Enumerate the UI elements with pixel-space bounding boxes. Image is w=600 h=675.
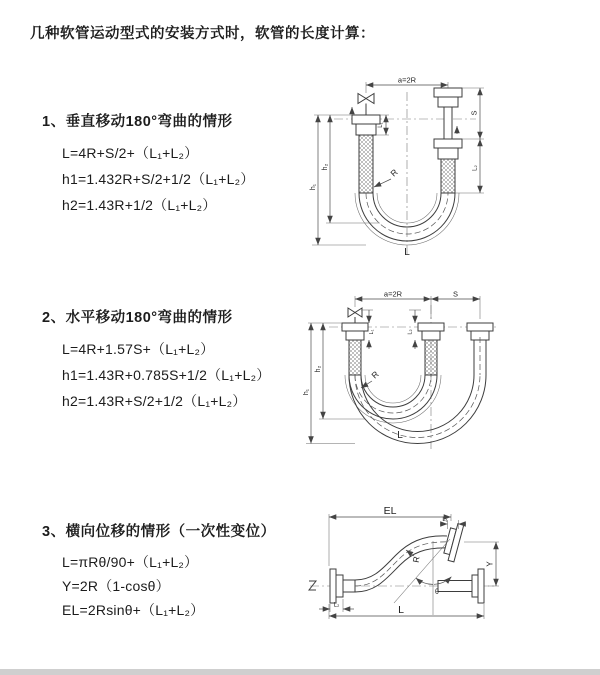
formula-y: Y=2R（1-cosθ） <box>62 578 170 594</box>
dim-a2r-s <box>355 290 480 320</box>
right-fitting-and-hose <box>434 88 462 193</box>
page-bottom-edge <box>0 669 600 675</box>
section-2-formulas <box>62 336 270 414</box>
formula-h2: h2=1.43R+S/2+1/2（L₁+L₂） <box>62 393 247 409</box>
dim-label-l2: L₂ <box>407 329 414 335</box>
diagram-vertical-180-bend <box>308 72 596 262</box>
dim-label-l-total: L <box>404 247 410 258</box>
dim-label-r: R <box>388 167 400 179</box>
dim-l-total <box>329 604 484 619</box>
dim-label-l1: L₁ <box>378 122 384 128</box>
formula-h1: h1=1.432R+S/2+1/2（L₁+L₂） <box>62 171 255 187</box>
radius-callout <box>361 369 381 388</box>
page-title: 几种软管运动型式的安装方式时，软管的长度计算： <box>30 26 375 42</box>
formula-el: EL=2Rsinθ+（L₁+L₂） <box>62 602 205 618</box>
left-fitting-and-hose <box>352 107 380 193</box>
dim-label-r: R <box>410 555 422 564</box>
middle-fitting-and-hose <box>418 323 444 375</box>
right-fitting-and-hose-shifted <box>467 323 493 375</box>
dim-label-h2: h₂ <box>315 365 322 373</box>
section-1-formulas <box>62 140 254 218</box>
dim-label-y: Y <box>485 561 495 567</box>
u-bend-arcs-initial <box>345 375 441 423</box>
diagram-lateral-displacement <box>298 503 600 647</box>
dim-label-a2r: a=2R <box>383 289 403 299</box>
radius-callout <box>374 167 400 187</box>
dim-label-r: R <box>369 369 381 381</box>
section-2 <box>42 306 270 414</box>
s-curve-hose <box>355 536 450 592</box>
dim-label-l2: L₂ <box>472 165 479 171</box>
dim-label-l-total: L <box>398 604 404 616</box>
section-3 <box>42 520 276 622</box>
dim-label-el: EL <box>383 505 397 517</box>
u-bend-arcs-shifted <box>349 375 486 444</box>
valve-icon <box>348 308 362 323</box>
dim-label-h1: h₁ <box>303 388 310 396</box>
section-1 <box>42 110 254 218</box>
original-position-pipe-flange <box>438 569 484 603</box>
dim-label-l2: L₂ <box>333 602 340 609</box>
dim-el <box>329 505 451 566</box>
section-1-heading: 1、垂直移动180°弯曲的情形 <box>42 114 233 130</box>
left-flange-fitting <box>330 569 355 603</box>
dim-label-l1: L₁ <box>369 329 375 335</box>
left-fitting-and-hose <box>342 323 368 375</box>
dim-label-theta: θ <box>435 589 439 596</box>
dim-label-s: S <box>469 110 479 116</box>
formula-h1: h1=1.43R+0.785S+1/2（L₁+L₂） <box>62 367 271 383</box>
break-mark <box>309 581 316 590</box>
dim-label-h1: h₁ <box>310 183 317 191</box>
dim-label-a2r: a=2R <box>397 75 417 85</box>
section-3-heading: 3、横向位移的情形（一次性变位） <box>42 524 276 540</box>
section-2-heading: 2、水平移动180°弯曲的情形 <box>42 310 233 326</box>
dim-label-s: S <box>452 289 459 299</box>
dim-label-l1: L₁ <box>442 517 448 523</box>
formula-h2: h2=1.43R+1/2（L₁+L₂） <box>62 197 217 213</box>
formula-length: L=πRθ/90+（L₁+L₂） <box>62 554 199 570</box>
dim-label-l-total: L <box>397 430 403 441</box>
valve-icon <box>358 94 374 116</box>
formula-length: L=4R+S/2+（L₁+L₂） <box>62 145 199 161</box>
diagram-horizontal-180-bend <box>303 287 600 455</box>
formula-length: L=4R+1.57S+（L₁+L₂） <box>62 341 215 357</box>
section-3-formulas <box>62 550 276 622</box>
dim-label-h2: h₂ <box>322 163 329 171</box>
